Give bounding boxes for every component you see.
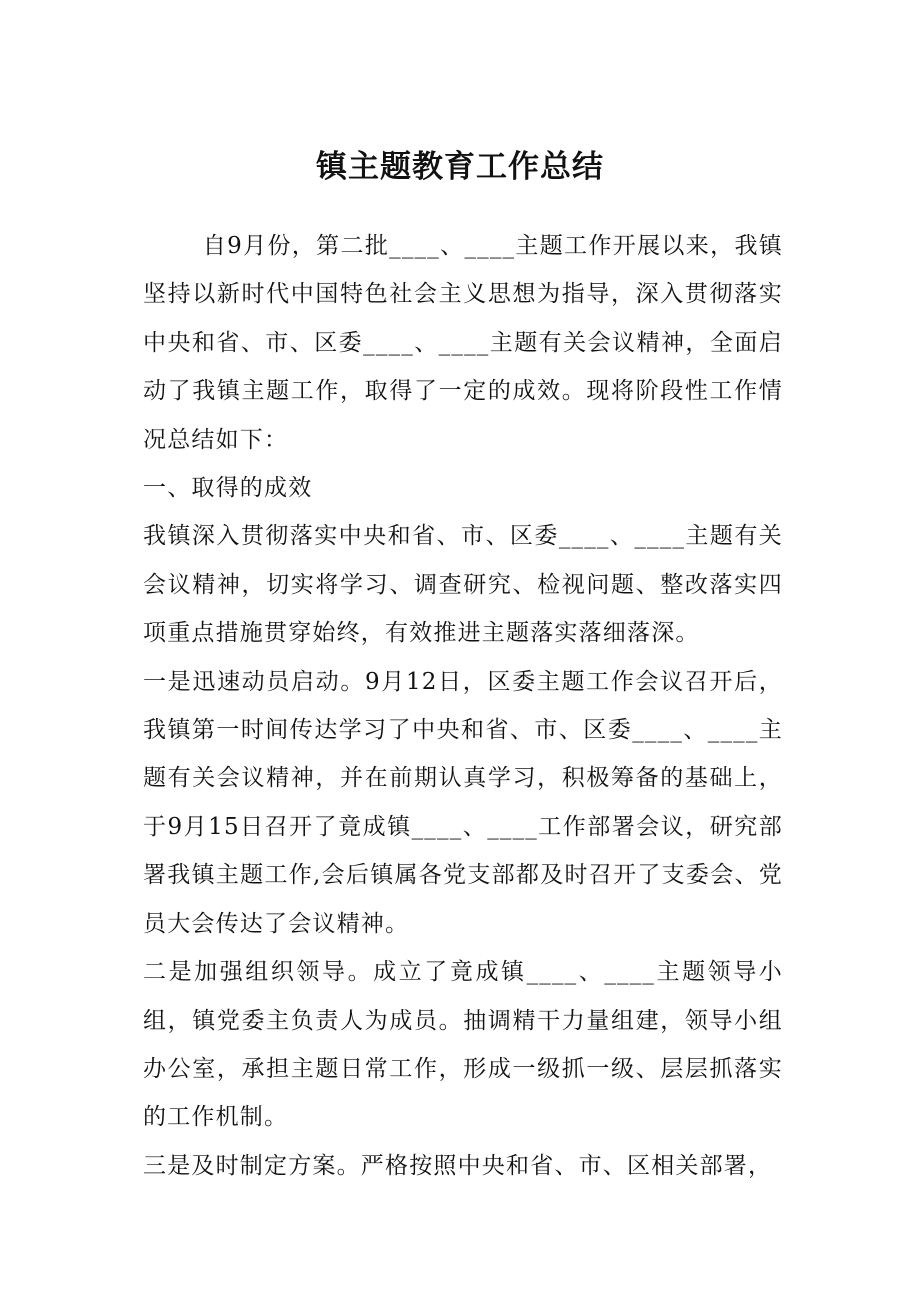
intro-paragraph: 自9月份，第二批____、____主题工作开展以来，我镇坚持以新时代中国特色社会主义思想为指导，深入贯彻落实中央和省、市、区委____、____主题有关会议精神，全面启动了我镇主题工作，取得了一定的成效。现将阶段性工作情况总结如下： (143, 233, 783, 453)
section-heading-achievements: 一、取得的成效 (143, 475, 313, 502)
point-one-paragraph: 一是迅速动员启动。9月12日，区委主题工作会议召开后，我镇第一时间传达学习了中央和省、市、区委____、____主题有关会议精神，并在前期认真学习，积极筹备的基础上，于9月15日召开了竟成镇____、____工作部署会议，研究部署我镇主题工作,会后镇属各党支部都及时召开了支委会、党员大会传达了会议精神。 (143, 668, 783, 937)
document-title: 镇主题教育工作总结 (316, 149, 604, 185)
document-body (143, 222, 783, 1190)
point-two-paragraph: 二是加强组织领导。成立了竟成镇____、____主题领导小组，镇党委主负责人为成员。抽调精干力量组建，领导小组办公室，承担主题日常工作，形成一级抓一级、层层抓落实的工作机制。 (143, 959, 783, 1131)
achievements-summary-paragraph: 我镇深入贯彻落实中央和省、市、区委____、____主题有关会议精神，切实将学习、调查研究、检视问题、整改落实四项重点措施贯穿始终，有效推进主题落实落细落深。 (143, 523, 783, 647)
point-three-paragraph: 三是及时制定方案。严格按照中央和省、市、区相关部署， (143, 1152, 773, 1179)
